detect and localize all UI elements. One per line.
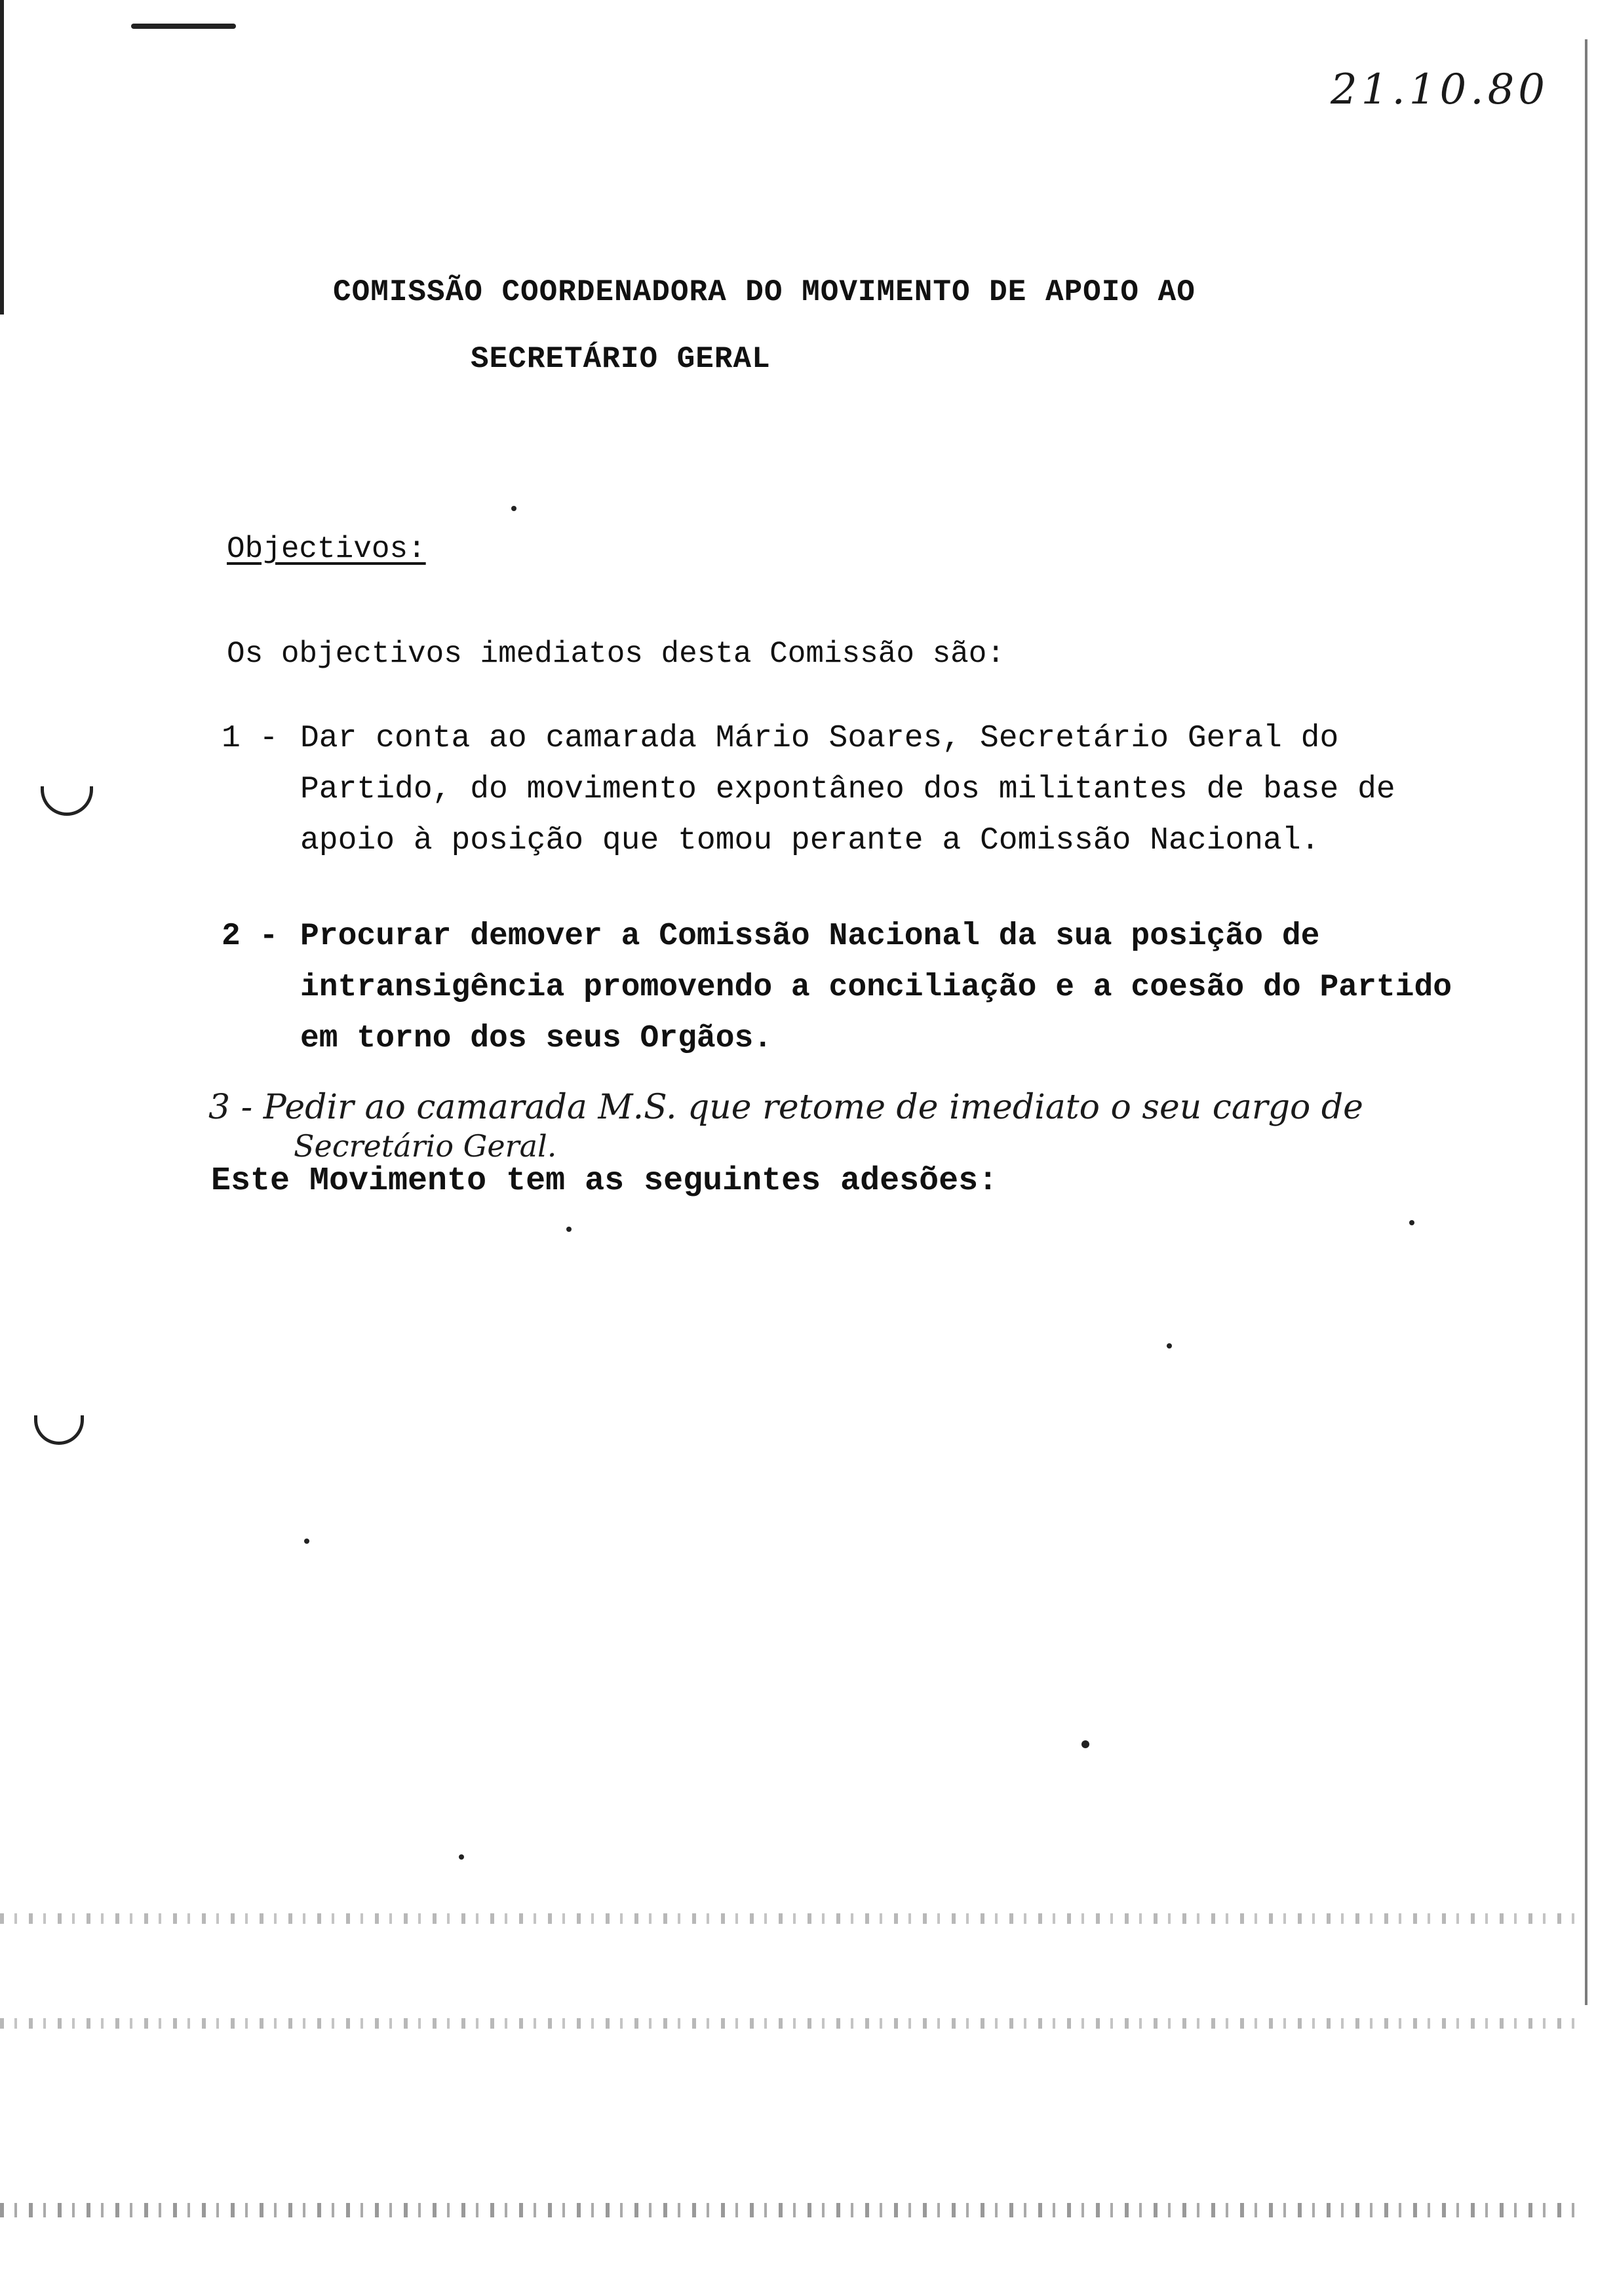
scan-mark [34,1415,84,1445]
document-title-line-2: SECRETÁRIO GERAL [471,342,771,376]
scan-speck [1409,1220,1414,1225]
scan-speck [1167,1343,1172,1349]
scan-speck [304,1539,309,1544]
scan-mark [41,786,93,816]
handwritten-date: 21.10.80 [1331,66,1549,114]
handwritten-item-3-line-1: 3 - Pedir ao camarada M.S. que retome de imediato o seu cargo de [208,1088,1363,1127]
scan-smudge [131,24,236,29]
section-heading: Objectivos: [227,532,426,566]
intro-paragraph: Os objectivos imediatos desta Comissão são: [227,637,1005,671]
document-title-line-1: COMISSÃO COORDENADORA DO MOVIMENTO DE APOIO AO [333,275,1196,309]
right-page-edge [1585,39,1587,2005]
item-number: 2 - [222,919,279,954]
left-page-edge [0,0,4,315]
scan-speck [511,506,516,511]
handwritten-item-3-line-2: Secretário Geral. [294,1128,557,1164]
scan-speck [1081,1740,1089,1748]
item-number: 1 - [222,721,279,756]
scan-noise-band [0,1913,1586,1924]
scan-speck [459,1854,464,1860]
scan-noise-band [0,2203,1586,2217]
scan-noise-band [0,2018,1586,2029]
item-text: Dar conta ao camarada Mário Soares, Secretário Geral do Partido, do movimento expontâneo dos militantes de base de apoio à posição que tomou perante a Comissão Nacional. [300,721,1395,858]
adhesions-line: Este Movimento tem as seguintes adesões: [211,1162,998,1200]
item-text: Procurar demover a Comissão Nacional da sua posição de intransigência promovendo a conciliação e a coesão do Partido em torno dos seus Orgãos. [300,919,1452,1056]
scan-speck [566,1227,572,1232]
